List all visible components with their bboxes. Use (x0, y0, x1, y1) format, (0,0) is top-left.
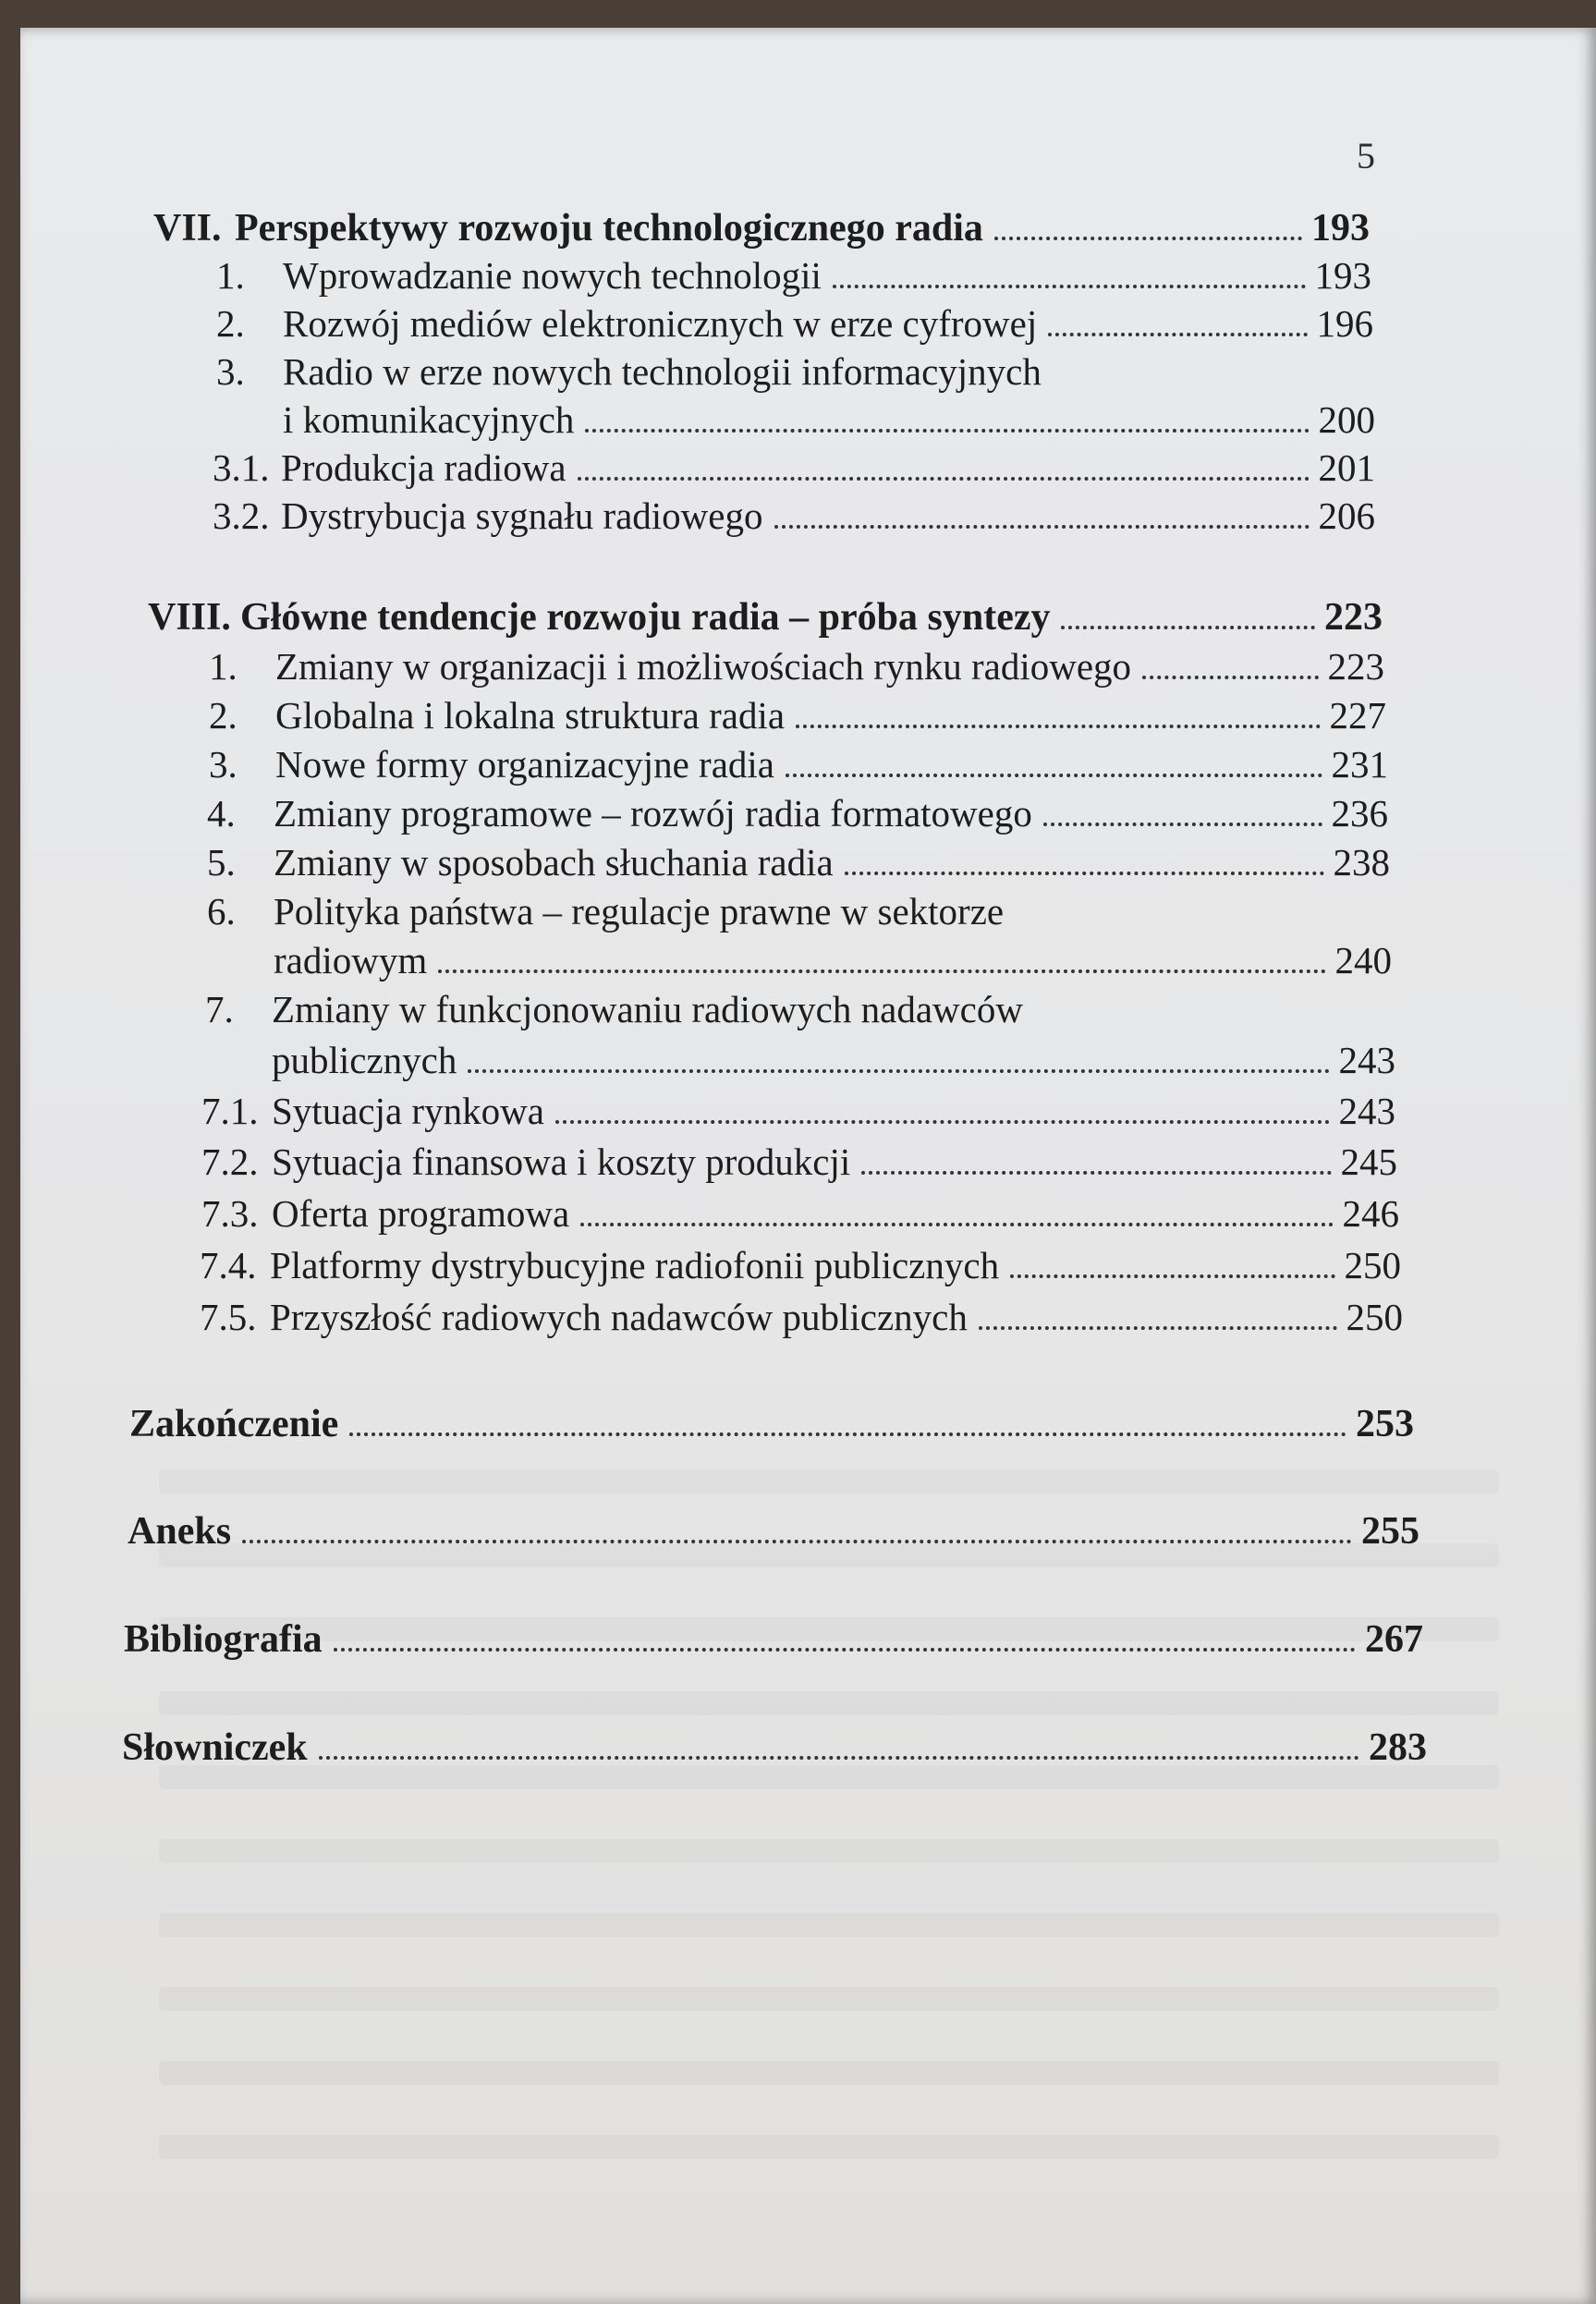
toc-title: Zmiany programowe – rozwój radia formatowego (274, 792, 1032, 835)
toc-number: 3. (216, 350, 245, 393)
toc-title-continuation: radiowym (274, 939, 428, 981)
toc-number: 7. (205, 988, 234, 1030)
toc-back-matter (129, 1405, 1414, 1444)
show-through (159, 1987, 1499, 2011)
show-through (159, 2061, 1499, 2085)
show-through (159, 2135, 1499, 2159)
toc-title: Bibliografia (124, 1618, 323, 1661)
toc-page: 206 (1318, 494, 1375, 537)
toc-title: Globalna i lokalna struktura radia (275, 694, 786, 737)
toc-number: 7.3. (201, 1192, 259, 1235)
toc-number: 7.5. (200, 1296, 257, 1338)
toc-title: Oferta programowa (272, 1192, 570, 1235)
toc-page: 255 (1361, 1510, 1419, 1553)
toc-page: 243 (1338, 1039, 1395, 1081)
toc-entry-continuation (283, 398, 1375, 441)
toc-chapter-heading (153, 209, 1370, 248)
toc-number: 3. (209, 743, 238, 786)
toc-title: Rozwój mediów elektronicznych w erze cyfrowej (283, 302, 1038, 345)
toc-entry (209, 743, 1388, 786)
toc-number: VII. (153, 207, 222, 250)
toc-back-matter (128, 1512, 1419, 1551)
toc-page: 223 (1324, 596, 1383, 639)
toc-number: 3.1. (213, 446, 270, 489)
toc-page: 246 (1342, 1192, 1399, 1235)
toc-number: 4. (207, 792, 236, 835)
toc-page: 253 (1356, 1403, 1414, 1445)
book-page (20, 28, 1596, 2304)
toc-title: Główne tendencje rozwoju radia – próba syntezy (240, 596, 1051, 639)
toc-number: 7.1. (201, 1090, 259, 1132)
dot-leader (1048, 333, 1307, 336)
toc-number: 2. (209, 694, 238, 737)
toc-page: 196 (1316, 302, 1373, 345)
toc-page: 231 (1331, 743, 1388, 786)
toc-title: Zmiany w funkcjonowaniu radiowych nadawców (272, 988, 1023, 1030)
toc-title: Sytuacja rynkowa (272, 1090, 544, 1132)
dot-leader (585, 429, 1309, 433)
toc-number: 6. (207, 890, 236, 933)
toc-subentry (200, 1298, 1403, 1337)
show-through (159, 1913, 1499, 1937)
toc-title-continuation: publicznych (272, 1039, 457, 1081)
toc-page: 227 (1329, 694, 1386, 737)
dot-leader (845, 872, 1324, 875)
toc-number: 1. (209, 645, 238, 688)
toc-title: Wprowadzanie nowych technologii (283, 254, 822, 297)
toc-entry-first-line (207, 890, 1005, 933)
toc-entry-continuation (272, 1039, 1395, 1081)
toc-back-matter (124, 1620, 1423, 1659)
toc-title: Produkcja radiowa (281, 446, 567, 489)
toc-number: 3.2. (213, 494, 270, 537)
toc-page: 200 (1318, 398, 1375, 441)
toc-page: 193 (1314, 254, 1371, 297)
toc-page: 201 (1318, 446, 1375, 489)
dot-leader (774, 525, 1310, 529)
toc-entry (216, 254, 1371, 297)
toc-title: Sytuacja finansowa i koszty produkcji (272, 1140, 851, 1183)
toc-subentry (201, 1140, 1397, 1183)
show-through (159, 1839, 1499, 1863)
toc-page: 223 (1327, 645, 1384, 688)
dot-leader (438, 969, 1325, 973)
toc-subentry (213, 494, 1375, 537)
toc-title: Radio w erze nowych technologii informacyjnych (283, 350, 1042, 393)
dot-leader (994, 237, 1302, 240)
toc-title: Dystrybucja sygnału radiowego (281, 494, 763, 537)
dot-leader (1043, 823, 1322, 826)
toc-entry-first-line (216, 350, 1042, 393)
toc-entry (207, 792, 1388, 835)
toc-entry-first-line (205, 988, 1023, 1030)
toc-number: 5. (207, 841, 236, 884)
toc-subentry (213, 446, 1375, 489)
toc-entry (209, 645, 1384, 688)
toc-title: Platformy dystrybucyjne radiofonii publicznych (270, 1244, 1000, 1286)
dot-leader (242, 1540, 1352, 1543)
dot-leader (979, 1326, 1337, 1330)
dot-leader (580, 1223, 1333, 1226)
toc-title: Aneks (128, 1510, 232, 1553)
toc-subentry (201, 1092, 1395, 1131)
toc-back-matter (122, 1728, 1427, 1767)
toc-title: Perspektywy rozwoju technologicznego radia (235, 207, 983, 250)
dot-leader (796, 725, 1320, 728)
toc-page: 267 (1365, 1618, 1423, 1661)
toc-title: Przyszłość radiowych nadawców publicznych (270, 1296, 968, 1338)
toc-number: 7.4. (200, 1244, 257, 1286)
toc-page: 238 (1333, 841, 1390, 884)
dot-leader (861, 1171, 1331, 1175)
show-through (159, 1691, 1499, 1715)
toc-title: Słowniczek (122, 1726, 308, 1769)
dot-leader (1061, 626, 1315, 629)
dot-leader (786, 774, 1322, 777)
toc-title-continuation: i komunikacyjnych (283, 398, 575, 441)
dot-leader (578, 477, 1310, 481)
toc-title: Nowe formy organizacyjne radia (275, 743, 774, 786)
toc-title: Zakończenie (129, 1403, 339, 1445)
toc-page: 243 (1338, 1090, 1395, 1132)
toc-title: Polityka państwa – regulacje prawne w sektorze (274, 890, 1005, 933)
toc-number: 1. (216, 254, 245, 297)
toc-number: VIII. (148, 596, 231, 639)
toc-page: 250 (1346, 1296, 1403, 1338)
dot-leader (1010, 1274, 1334, 1278)
dot-leader (1142, 676, 1318, 679)
toc-page: 245 (1340, 1140, 1397, 1183)
dot-leader (833, 285, 1306, 288)
toc-chapter-heading (148, 598, 1383, 637)
toc-entry (207, 841, 1390, 884)
toc-number: 2. (216, 302, 245, 345)
toc-page: 283 (1369, 1726, 1427, 1769)
show-through (159, 1469, 1499, 1493)
toc-subentry (201, 1192, 1399, 1235)
toc-entry (209, 694, 1386, 737)
page-number: 5 (1357, 135, 1375, 177)
dot-leader (319, 1756, 1359, 1760)
toc-page: 250 (1344, 1244, 1401, 1286)
dot-leader (468, 1069, 1329, 1073)
toc-page: 193 (1311, 207, 1370, 250)
toc-page: 240 (1334, 939, 1392, 981)
dot-leader (555, 1120, 1330, 1124)
toc-subentry (200, 1244, 1401, 1286)
toc-title: Zmiany w sposobach słuchania radia (274, 841, 834, 884)
show-through (159, 1765, 1499, 1789)
toc-page: 236 (1331, 792, 1388, 835)
toc-title: Zmiany w organizacji i możliwościach rynku radiowego (275, 645, 1132, 688)
dot-leader (334, 1648, 1356, 1652)
toc-entry-continuation (274, 939, 1392, 981)
toc-number: 7.2. (201, 1140, 259, 1183)
dot-leader (349, 1432, 1346, 1436)
toc-entry (216, 302, 1373, 345)
